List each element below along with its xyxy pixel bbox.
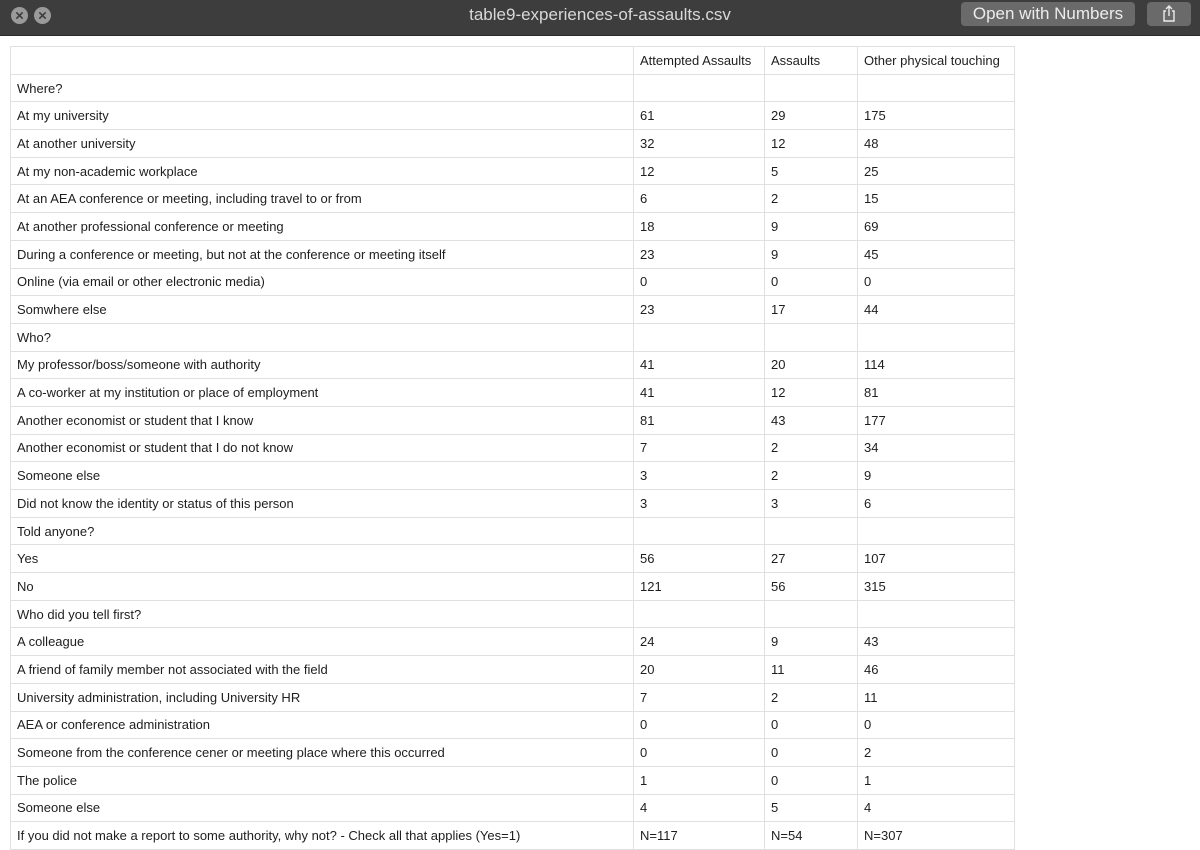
value-cell[interactable]: 2	[765, 185, 858, 213]
row-label-cell[interactable]: Yes	[11, 545, 634, 573]
table-row	[11, 74, 1015, 102]
value-cell[interactable]: 9	[765, 240, 858, 268]
value-cell[interactable]: 81	[634, 406, 765, 434]
value-cell[interactable]: 2	[765, 434, 858, 462]
value-cell[interactable]: 2	[765, 462, 858, 490]
table-row	[11, 573, 1015, 601]
value-cell[interactable]: 25	[858, 157, 1015, 185]
column-header[interactable]: Assaults	[765, 47, 858, 75]
row-label-cell[interactable]: A friend of family member not associated with the field	[11, 656, 634, 684]
column-header[interactable]: Other physical touching	[858, 47, 1015, 75]
row-label-cell[interactable]: At another university	[11, 130, 634, 158]
row-label-cell[interactable]: At an AEA conference or meeting, including travel to or from	[11, 185, 634, 213]
value-cell[interactable]: 43	[858, 628, 1015, 656]
value-cell[interactable]: 0	[765, 711, 858, 739]
value-cell[interactable]: 121	[634, 573, 765, 601]
row-label-cell[interactable]: Who?	[11, 323, 634, 351]
value-cell[interactable]: 32	[634, 130, 765, 158]
row-label-cell[interactable]: During a conference or meeting, but not at the conference or meeting itself	[11, 240, 634, 268]
table-row	[11, 406, 1015, 434]
table-header-row	[11, 47, 1015, 75]
value-cell[interactable]: 6	[858, 490, 1015, 518]
value-cell[interactable]: 61	[634, 102, 765, 130]
table-row	[11, 490, 1015, 518]
table-row	[11, 517, 1015, 545]
row-label-cell[interactable]: A co-worker at my institution or place of employment	[11, 379, 634, 407]
value-cell[interactable]: 315	[858, 573, 1015, 601]
value-cell[interactable]: 2	[858, 739, 1015, 767]
value-cell[interactable]	[765, 74, 858, 102]
table-row	[11, 683, 1015, 711]
row-label-cell[interactable]: Someone else	[11, 794, 634, 822]
value-cell[interactable]: 20	[634, 656, 765, 684]
value-cell[interactable]: 34	[858, 434, 1015, 462]
value-cell[interactable]: 17	[765, 296, 858, 324]
value-cell[interactable]: 45	[858, 240, 1015, 268]
value-cell[interactable]: N=54	[765, 822, 858, 850]
title-bar	[0, 0, 1200, 36]
value-cell[interactable]: 6	[634, 185, 765, 213]
column-header[interactable]: Attempted Assaults	[634, 47, 765, 75]
value-cell[interactable]: N=117	[634, 822, 765, 850]
table-row	[11, 296, 1015, 324]
table-row	[11, 268, 1015, 296]
value-cell[interactable]: 0	[634, 268, 765, 296]
table-row	[11, 545, 1015, 573]
value-cell[interactable]: 11	[858, 683, 1015, 711]
row-label-cell[interactable]: University administration, including University HR	[11, 683, 634, 711]
table-row	[11, 351, 1015, 379]
value-cell[interactable]: 0	[634, 739, 765, 767]
table-row	[11, 766, 1015, 794]
table-row	[11, 240, 1015, 268]
value-cell[interactable]: 69	[858, 213, 1015, 241]
value-cell[interactable]: 7	[634, 434, 765, 462]
row-label-cell[interactable]: At another professional conference or meeting	[11, 213, 634, 241]
value-cell[interactable]: 114	[858, 351, 1015, 379]
table-row	[11, 185, 1015, 213]
table-row	[11, 600, 1015, 628]
table-row	[11, 822, 1015, 850]
value-cell[interactable]: 175	[858, 102, 1015, 130]
row-label-cell[interactable]: No	[11, 573, 634, 601]
row-label-cell[interactable]: My professor/boss/someone with authority	[11, 351, 634, 379]
value-cell[interactable]: 11	[765, 656, 858, 684]
value-cell[interactable]: 3	[765, 490, 858, 518]
value-cell[interactable]: 9	[765, 628, 858, 656]
value-cell[interactable]: 24	[634, 628, 765, 656]
value-cell[interactable]: 3	[634, 462, 765, 490]
row-label-cell[interactable]: Someone from the conference cener or meeting place where this occurred	[11, 739, 634, 767]
table-row	[11, 130, 1015, 158]
table-row	[11, 794, 1015, 822]
table-row	[11, 739, 1015, 767]
table-row	[11, 157, 1015, 185]
value-cell[interactable]	[634, 74, 765, 102]
value-cell[interactable]: 0	[858, 268, 1015, 296]
row-label-cell[interactable]: Who did you tell first?	[11, 600, 634, 628]
column-header[interactable]	[11, 47, 634, 75]
value-cell[interactable]	[858, 517, 1015, 545]
value-cell[interactable]: 0	[765, 766, 858, 794]
value-cell[interactable]: 177	[858, 406, 1015, 434]
value-cell[interactable]: 41	[634, 351, 765, 379]
row-label-cell[interactable]: At my non-academic workplace	[11, 157, 634, 185]
value-cell[interactable]: 27	[765, 545, 858, 573]
value-cell[interactable]: 0	[858, 711, 1015, 739]
value-cell[interactable]: 2	[765, 683, 858, 711]
row-label-cell[interactable]: Online (via email or other electronic media)	[11, 268, 634, 296]
table-row	[11, 102, 1015, 130]
value-cell[interactable]: 12	[765, 379, 858, 407]
row-label-cell[interactable]: Told anyone?	[11, 517, 634, 545]
row-label-cell[interactable]: Somwhere else	[11, 296, 634, 324]
value-cell[interactable]: 0	[634, 711, 765, 739]
value-cell[interactable]: 5	[765, 157, 858, 185]
value-cell[interactable]: 18	[634, 213, 765, 241]
value-cell[interactable]: 15	[858, 185, 1015, 213]
row-label-cell[interactable]: Did not know the identity or status of this person	[11, 490, 634, 518]
table-row	[11, 323, 1015, 351]
table-row	[11, 656, 1015, 684]
value-cell[interactable]: 12	[765, 130, 858, 158]
row-label-cell[interactable]: A colleague	[11, 628, 634, 656]
value-cell[interactable]	[634, 517, 765, 545]
value-cell[interactable]: 0	[765, 268, 858, 296]
value-cell[interactable]: 107	[858, 545, 1015, 573]
row-label-cell[interactable]: At my university	[11, 102, 634, 130]
table-row	[11, 462, 1015, 490]
table-row	[11, 379, 1015, 407]
value-cell[interactable]: 0	[765, 739, 858, 767]
value-cell[interactable]	[858, 600, 1015, 628]
value-cell[interactable]	[858, 74, 1015, 102]
open-with-numbers-button[interactable]: Open with Numbers	[961, 2, 1135, 26]
value-cell[interactable]: 5	[765, 794, 858, 822]
value-cell[interactable]: 7	[634, 683, 765, 711]
row-label-cell[interactable]: AEA or conference administration	[11, 711, 634, 739]
value-cell[interactable]: N=307	[858, 822, 1015, 850]
value-cell[interactable]: 12	[634, 157, 765, 185]
value-cell[interactable]	[634, 323, 765, 351]
value-cell[interactable]	[634, 600, 765, 628]
data-table	[10, 46, 1015, 850]
value-cell[interactable]: 29	[765, 102, 858, 130]
table-row	[11, 213, 1015, 241]
value-cell[interactable]: 23	[634, 296, 765, 324]
table-row	[11, 711, 1015, 739]
value-cell[interactable]: 9	[765, 213, 858, 241]
csv-table-view	[10, 46, 1015, 850]
table-row	[11, 628, 1015, 656]
value-cell[interactable]	[765, 323, 858, 351]
value-cell[interactable]: 44	[858, 296, 1015, 324]
row-label-cell[interactable]: Where?	[11, 74, 634, 102]
table-row	[11, 434, 1015, 462]
share-button[interactable]	[1147, 2, 1191, 26]
row-label-cell[interactable]: The police	[11, 766, 634, 794]
value-cell[interactable]: 4	[858, 794, 1015, 822]
value-cell[interactable]: 43	[765, 406, 858, 434]
value-cell[interactable]	[858, 323, 1015, 351]
value-cell[interactable]: 9	[858, 462, 1015, 490]
value-cell[interactable]: 4	[634, 794, 765, 822]
value-cell[interactable]: 41	[634, 379, 765, 407]
value-cell[interactable]: 48	[858, 130, 1015, 158]
row-label-cell[interactable]: Another economist or student that I do not know	[11, 434, 634, 462]
value-cell[interactable]: 56	[765, 573, 858, 601]
value-cell[interactable]: 20	[765, 351, 858, 379]
value-cell[interactable]: 1	[858, 766, 1015, 794]
row-label-cell[interactable]: Someone else	[11, 462, 634, 490]
value-cell[interactable]	[765, 600, 858, 628]
window-title: table9-experiences-of-assaults.csv	[469, 5, 731, 24]
value-cell[interactable]: 1	[634, 766, 765, 794]
value-cell[interactable]: 3	[634, 490, 765, 518]
value-cell[interactable]: 23	[634, 240, 765, 268]
value-cell[interactable]: 46	[858, 656, 1015, 684]
share-icon	[1161, 5, 1177, 23]
value-cell[interactable]: 81	[858, 379, 1015, 407]
row-label-cell[interactable]: If you did not make a report to some authority, why not? - Check all that applies (Yes=1)	[11, 822, 634, 850]
value-cell[interactable]	[765, 517, 858, 545]
value-cell[interactable]: 56	[634, 545, 765, 573]
row-label-cell[interactable]: Another economist or student that I know	[11, 406, 634, 434]
